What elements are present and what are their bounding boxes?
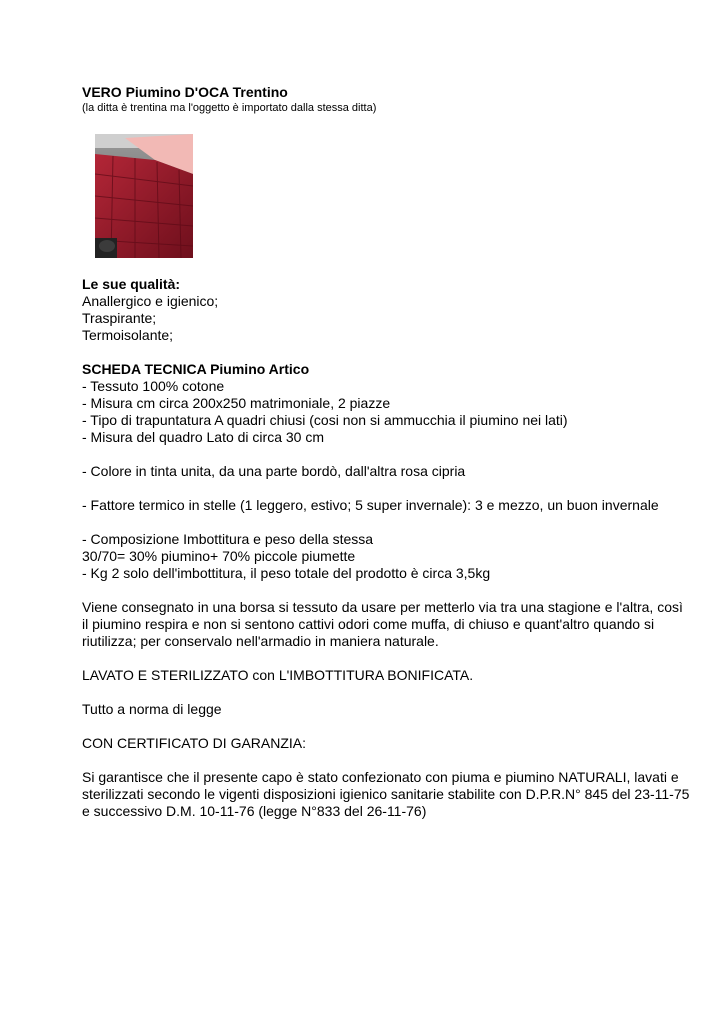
scheda-colore: - Colore in tinta unita, da una parte bordò, dall'altra rosa cipria <box>82 463 466 479</box>
duvet-image <box>95 134 193 258</box>
norma-paragraph: Tutto a norma di legge <box>82 701 222 717</box>
qualities-heading: Le sue qualità: <box>82 276 181 292</box>
document-body <box>82 276 692 820</box>
lavato-paragraph: LAVATO E STERILIZZATO con L'IMBOTTITURA BONIFICATA. <box>82 667 474 683</box>
scheda-fattore: - Fattore termico in stelle (1 leggero, estivo; 5 super invernale): 3 e mezzo, un buon invernale <box>82 497 659 513</box>
scheda-line: - Misura del quadro Lato di circa 30 cm <box>82 429 324 445</box>
scheda-line: - Misura cm circa 200x250 matrimoniale, 2 piazze <box>82 395 391 411</box>
quality-item: Anallergico e igienico; <box>82 293 219 309</box>
scheda-heading: SCHEDA TECNICA Piumino Artico <box>82 361 310 377</box>
scheda-composizione: 30/70= 30% piumino+ 70% piccole piumette <box>82 548 356 564</box>
quality-item: Termoisolante; <box>82 327 174 343</box>
product-photo <box>95 134 193 258</box>
scheda-composizione: - Composizione Imbottitura e peso della stessa <box>82 531 374 547</box>
document-title: VERO Piumino D'OCA Trentino <box>82 84 288 100</box>
scheda-line: - Tipo di trapuntatura A quadri chiusi (cosi non si ammucchia il piumino nei lati) <box>82 412 568 428</box>
certificato-heading: CON CERTIFICATO DI GARANZIA: <box>82 735 307 751</box>
document-subtitle: (la ditta è trentina ma l'oggetto è importato dalla stessa ditta) <box>82 102 377 114</box>
scheda-line: - Tessuto 100% cotone <box>82 378 225 394</box>
consegna-paragraph: Viene consegnato in una borsa si tessuto da usare per metterlo via tra una stagione e l'altra, così il piumino respira e non si sentono cattivi odori come muffa, di chiuso e quant'altro quando si riutilizza; per conservalo nell'armadio in maniera naturale. <box>82 599 683 649</box>
document-page <box>82 84 692 819</box>
scheda-composizione: - Kg 2 solo dell'imbottitura, il peso totale del prodotto è circa 3,5kg <box>82 565 491 581</box>
quality-item: Traspirante; <box>82 310 157 326</box>
certificato-text: Si garantisce che il presente capo è stato confezionato con piuma e piumino NATURALI, lavati e sterilizzati secondo le vigenti disposizioni igienico sanitarie stabilite con D.P.R.N° 845 del 23-11-75 e successivo D.M. 10-11-76 (legge N°833 del 26-11-76) <box>82 769 690 819</box>
